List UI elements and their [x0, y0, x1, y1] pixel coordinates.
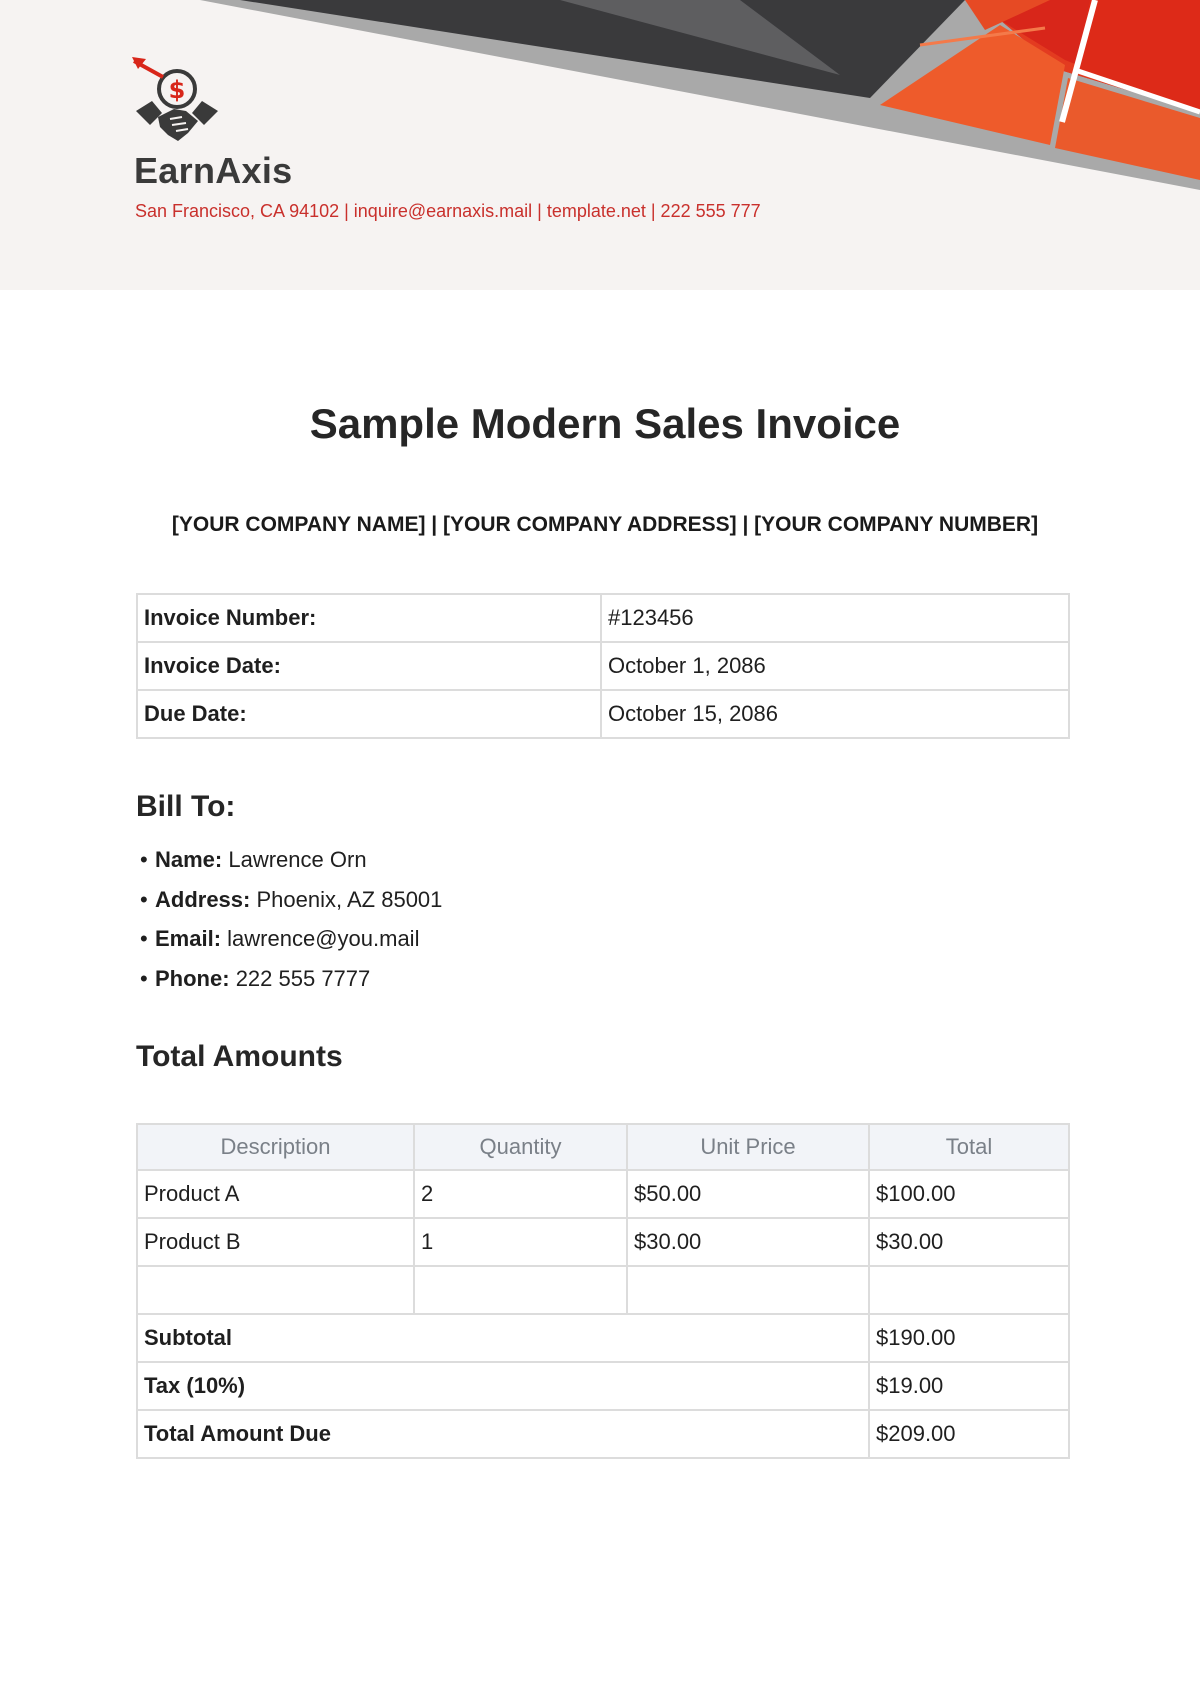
- table-row: [137, 690, 1069, 738]
- list-item: [140, 919, 442, 959]
- summary-row: [137, 1362, 1069, 1410]
- bill-to-list: [140, 840, 442, 998]
- total-due-value: $209.00: [869, 1410, 1069, 1458]
- column-header-quantity: Quantity: [414, 1124, 627, 1170]
- bullet: •: [140, 965, 148, 991]
- invoice-date-label: Invoice Date:: [137, 642, 601, 690]
- cell-total: $100.00: [869, 1170, 1069, 1218]
- cell-unit-price: $30.00: [627, 1218, 869, 1266]
- contact-line: San Francisco, CA 94102 | inquire@earnaxis.mail | template.net | 222 555 777: [135, 201, 761, 221]
- cell-unit-price: [627, 1266, 869, 1314]
- bill-phone-value: 222 555 7777: [235, 965, 371, 991]
- invoice-number-value: #123456: [601, 594, 1069, 642]
- cell-total: $30.00: [869, 1218, 1069, 1266]
- bill-email-value: lawrence@you.mail: [227, 926, 420, 951]
- column-header-description: Description: [137, 1124, 414, 1170]
- bill-address-label: Address:: [155, 886, 251, 912]
- table-row: [137, 1170, 1069, 1218]
- list-item: [140, 880, 442, 920]
- bullet: •: [140, 847, 148, 872]
- handshake-dollar-icon: [130, 55, 226, 155]
- invoice-number-label: Invoice Number:: [137, 594, 601, 642]
- due-date-label: Due Date:: [137, 690, 601, 738]
- line-items-table: [136, 1123, 1070, 1459]
- company-placeholder-line: [YOUR COMPANY NAME] | [YOUR COMPANY ADDRESS] | [YOUR COMPANY NUMBER]: [171, 513, 1039, 536]
- table-row: [137, 594, 1069, 642]
- invoice-info-table: [136, 593, 1070, 739]
- total-amounts-heading: Total Amounts: [136, 1040, 343, 1073]
- svg-text:$: $: [168, 76, 186, 104]
- page-title: Sample Modern Sales Invoice: [309, 400, 901, 447]
- total-due-label: Total Amount Due: [137, 1410, 869, 1458]
- table-row: [137, 1266, 1069, 1314]
- table-row: [137, 642, 1069, 690]
- cell-unit-price: $50.00: [627, 1170, 869, 1218]
- invoice-date-value: October 1, 2086: [601, 642, 1069, 690]
- tax-label: Tax (10%): [137, 1362, 869, 1410]
- list-item: [140, 840, 442, 880]
- bill-email-label: Email:: [155, 926, 222, 951]
- bullet: •: [140, 886, 148, 912]
- brand-name: EarnAxis: [134, 150, 293, 191]
- column-header-total: Total: [869, 1124, 1069, 1170]
- bill-name-label: Name:: [155, 847, 223, 872]
- column-header-unit-price: Unit Price: [627, 1124, 869, 1170]
- bill-address-value: Phoenix, AZ 85001: [256, 886, 443, 912]
- cell-quantity: 2: [414, 1170, 627, 1218]
- bill-name-value: Lawrence Orn: [228, 847, 367, 872]
- page-header: [0, 0, 1200, 290]
- subtotal-value: $190.00: [869, 1314, 1069, 1362]
- bullet: •: [140, 926, 148, 951]
- table-header-row: [137, 1124, 1069, 1170]
- list-item: [140, 959, 442, 999]
- subtotal-label: Subtotal: [137, 1314, 869, 1362]
- cell-description: [137, 1266, 414, 1314]
- cell-description: Product A: [137, 1170, 414, 1218]
- cell-total: [869, 1266, 1069, 1314]
- table-row: [137, 1218, 1069, 1266]
- summary-row: [137, 1410, 1069, 1458]
- cell-quantity: 1: [414, 1218, 627, 1266]
- due-date-value: October 15, 2086: [601, 690, 1069, 738]
- tax-value: $19.00: [869, 1362, 1069, 1410]
- cell-description: Product B: [137, 1218, 414, 1266]
- cell-quantity: [414, 1266, 627, 1314]
- summary-row: [137, 1314, 1069, 1362]
- bill-phone-label: Phone:: [155, 965, 230, 991]
- bill-to-heading: Bill To:: [136, 790, 236, 823]
